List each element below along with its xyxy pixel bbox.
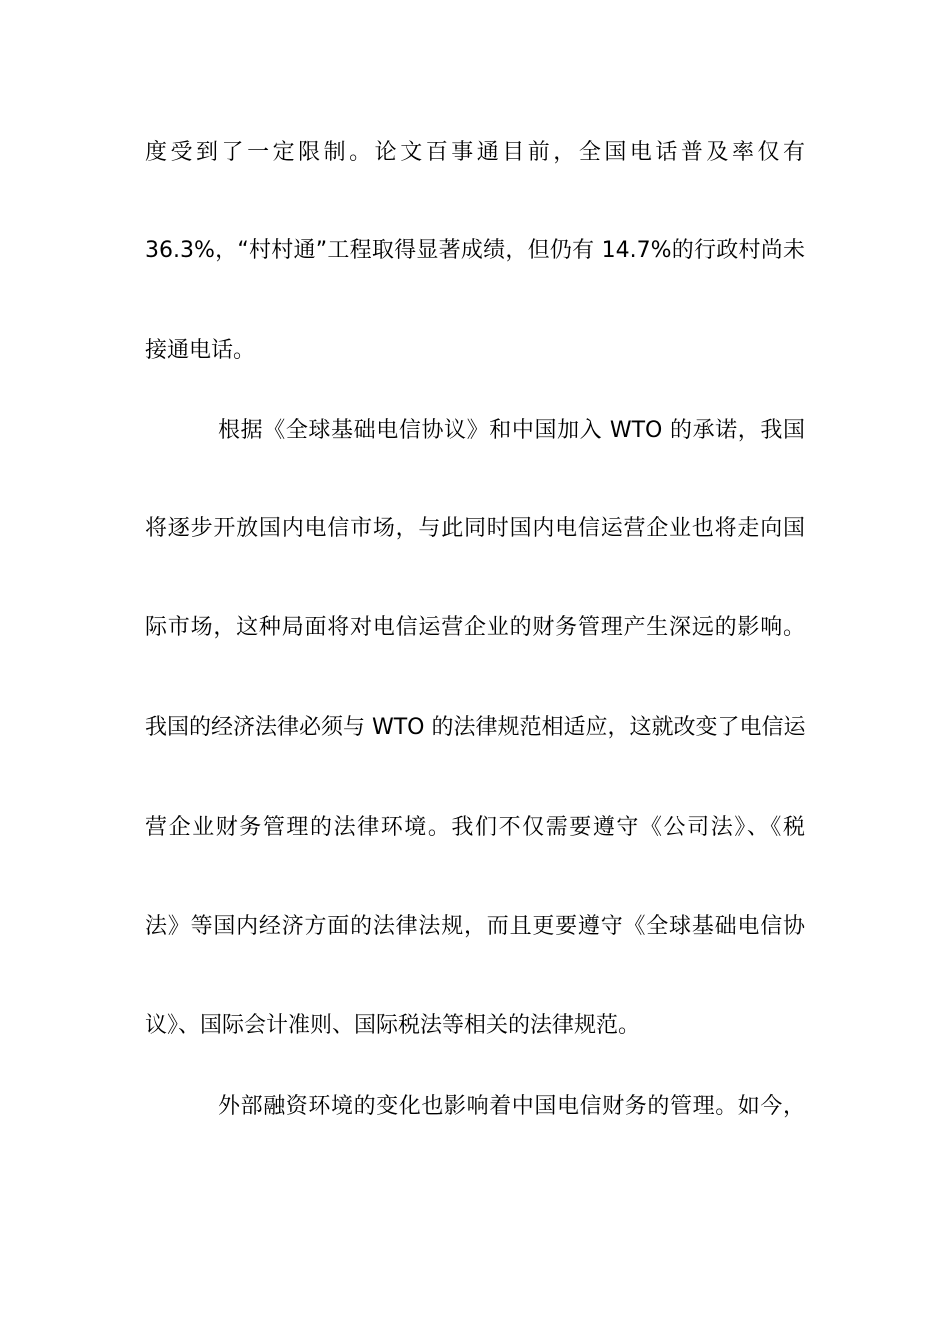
text-line: 际市场，这种局面将对电信运营企业的财务管理产生深远的影响。 xyxy=(145,615,805,640)
paragraph-first-line: 外部融资环境的变化也影响着中国电信财务的管理。如今， xyxy=(218,1094,805,1119)
text-line: 营企业财务管理的法律环境。我们不仅需要遵守《公司法》、《税 xyxy=(145,815,805,840)
text-line: 我国的经济法律必须与 WTO 的法律规范相适应，这就改变了电信运 xyxy=(145,715,806,740)
text-line: 法》等国内经济方面的法律法规，而且更要遵守《全球基础电信协 xyxy=(145,914,805,939)
text-line: 接通电话。 xyxy=(145,338,256,363)
text-line: 度受到了一定限制。论文百事通目前，全国电话普及率仅有 xyxy=(145,140,805,165)
paragraph-first-line: 根据《全球基础电信协议》和中国加入 WTO 的承诺，我国 xyxy=(218,418,805,443)
text-line: 议》、国际会计准则、国际税法等相关的法律规范。 xyxy=(145,1013,641,1038)
text-line: 将逐步开放国内电信市场，与此同时国内电信运营企业也将走向国 xyxy=(145,516,805,541)
text-line: 36.3%，“村村通”工程取得显著成绩，但仍有 14.7%的行政村尚未 xyxy=(145,238,805,263)
